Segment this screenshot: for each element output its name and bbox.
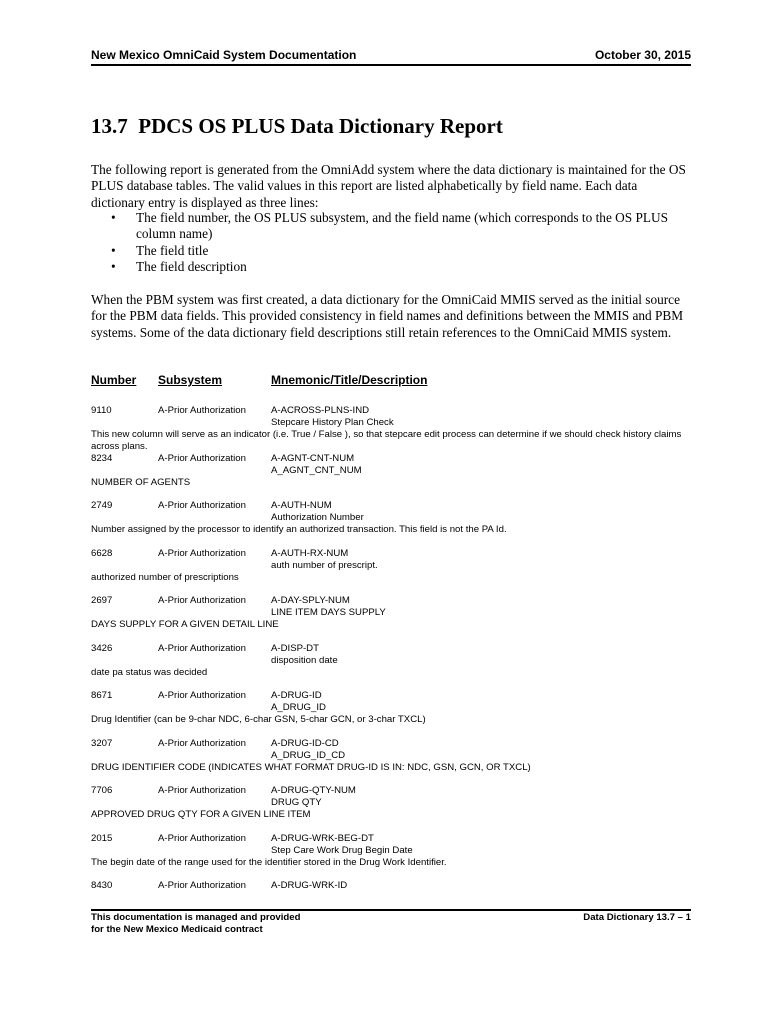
intro-bullet-list — [91, 210, 691, 276]
entry-title: Authorization Number — [271, 512, 364, 523]
entry-description: DAYS SUPPLY FOR A GIVEN DETAIL LINE — [91, 619, 279, 630]
dictionary-entry — [91, 500, 691, 548]
entry-mnemonic: A-DAY-SPLY-NUM — [271, 595, 350, 606]
entry-number: 2015 — [91, 832, 113, 844]
entry-number: 3426 — [91, 642, 113, 654]
entry-description: authorized number of prescriptions — [91, 571, 239, 583]
bullet-item: • The field description — [111, 259, 247, 275]
column-header-number: Number — [91, 373, 137, 387]
footer-notice: This documentation is managed and provided for the New Mexico Medicaid contract — [91, 912, 301, 935]
entry-description: Number assigned by the processor to identify an authorized transaction. This field is not the PA Id. — [91, 524, 507, 535]
entry-subsystem: A-Prior Authorization — [158, 547, 246, 559]
entry-mnemonic: A-AUTH-NUM — [271, 500, 332, 511]
entry-title: Step Care Work Drug Begin Date — [271, 844, 413, 856]
header-title: New Mexico OmniCaid System Documentation — [91, 48, 357, 62]
section-number: 13.7 — [91, 114, 128, 138]
entry-description: NUMBER OF AGENTS — [91, 476, 191, 488]
section-heading — [91, 114, 691, 139]
entry-mnemonic: A-DRUG-QTY-NUM — [271, 785, 356, 796]
entry-subsystem: A-Prior Authorization — [158, 785, 246, 796]
bullet-icon: • — [111, 210, 116, 225]
page-header — [91, 48, 691, 64]
entry-mnemonic: A-DISP-DT — [271, 642, 319, 654]
entry-mnemonic: A-DRUG-ID — [271, 690, 322, 701]
dictionary-entry — [91, 453, 691, 501]
entry-title: Stepcare History Plan Check — [271, 417, 394, 428]
dictionary-entry — [91, 880, 691, 894]
entry-title: LINE ITEM DAYS SUPPLY — [271, 607, 386, 618]
dictionary-entry — [91, 548, 691, 596]
entry-subsystem: A-Prior Authorization — [158, 737, 246, 749]
entry-title: DRUG QTY — [271, 797, 322, 808]
entry-number: 6628 — [91, 547, 113, 559]
entry-number: 8430 — [91, 880, 113, 891]
header-date: October 30, 2015 — [594, 48, 691, 62]
entry-title: disposition date — [271, 654, 338, 666]
history-paragraph: When the PBM system was first created, a data dictionary for the OmniCaid MMIS served as the initial source for the PBM data fields. This provided consistency in field names and definitions between the MMIS and PBM systems. Some of the data dictionary field descriptions still retain references to the OmniCaid MMIS system. — [91, 292, 684, 340]
bullet-item: • The field title — [111, 242, 209, 258]
entry-title: A_AGNT_CNT_NUM — [271, 464, 362, 476]
entry-number: 2749 — [91, 500, 113, 511]
entry-description: date pa status was decided — [91, 666, 208, 678]
bullet-icon: • — [111, 259, 116, 275]
entry-title: A_DRUG_ID_CD — [271, 749, 346, 761]
entry-number: 2697 — [91, 595, 113, 606]
entry-subsystem: A-Prior Authorization — [158, 500, 246, 511]
footer-rule — [91, 909, 691, 911]
entry-description: The begin date of the range used for the identifier stored in the Drug Work Identifier. — [91, 856, 447, 868]
entry-subsystem: A-Prior Authorization — [158, 642, 246, 654]
entry-number: 8234 — [91, 452, 113, 464]
dictionary-entry — [91, 738, 691, 786]
section-title: PDCS OS PLUS Data Dictionary Report — [138, 114, 503, 138]
dictionary-entry — [91, 833, 691, 881]
entry-subsystem: A-Prior Authorization — [158, 832, 246, 844]
page-number: Data Dictionary 13.7 – 1 — [583, 912, 691, 923]
entry-mnemonic: A-DRUG-WRK-ID — [271, 880, 348, 891]
entry-subsystem: A-Prior Authorization — [158, 880, 246, 891]
entry-number: 9110 — [91, 405, 112, 416]
entry-subsystem: A-Prior Authorization — [158, 595, 246, 606]
entry-title: A_DRUG_ID — [271, 702, 326, 713]
header-rule — [91, 64, 691, 66]
entry-description: DRUG IDENTIFIER CODE (INDICATES WHAT FORMAT DRUG-ID IS IN: NDC, GSN, GCN, OR TXCL) — [91, 761, 531, 773]
entry-title: auth number of prescript. — [271, 559, 378, 571]
column-header-mnemonic: Mnemonic/Title/Description — [271, 373, 428, 387]
intro-paragraph: The following report is generated from the OmniAdd system where the data dictionary is maintained for the OS PLUS database tables. The valid values in this report are listed alphabetically by field name. Each data dictionary entry is displayed as three lines: — [91, 162, 686, 210]
dictionary-entry — [91, 690, 691, 738]
entry-description: This new column will serve as an indicator (i.e. True / False ), so that stepcare edit process can determine if we should check history claims across plans. — [91, 429, 682, 452]
dictionary-entry — [91, 643, 691, 691]
entry-mnemonic: A-AUTH-RX-NUM — [271, 547, 349, 559]
entry-mnemonic: A-ACROSS-PLNS-IND — [271, 405, 370, 416]
bullet-item: • The field number, the OS PLUS subsystem, and the field name (which corresponds to the OS PLUS column name) — [111, 210, 669, 242]
dictionary-entry — [91, 405, 691, 453]
dictionary-entries — [91, 405, 691, 894]
entry-description: APPROVED DRUG QTY FOR A GIVEN LINE ITEM — [91, 809, 311, 820]
entry-number: 3207 — [91, 737, 113, 749]
entry-number: 8671 — [91, 690, 113, 701]
entry-mnemonic: A-DRUG-WRK-BEG-DT — [271, 832, 374, 844]
entry-number: 7706 — [91, 785, 113, 796]
dictionary-entry — [91, 595, 691, 643]
entry-mnemonic: A-DRUG-ID-CD — [271, 737, 339, 749]
bullet-icon: • — [111, 242, 116, 258]
column-header-subsystem: Subsystem — [158, 373, 223, 387]
entry-subsystem: A-Prior Authorization — [158, 690, 246, 701]
entry-mnemonic: A-AGNT-CNT-NUM — [271, 452, 355, 464]
entry-subsystem: A-Prior Authorization — [158, 452, 246, 464]
entry-description: Drug Identifier (can be 9-char NDC, 6-char GSN, 5-char GCN, or 3-char TXCL) — [91, 714, 426, 725]
entry-subsystem: A-Prior Authorization — [158, 405, 246, 416]
dictionary-entry — [91, 785, 691, 833]
